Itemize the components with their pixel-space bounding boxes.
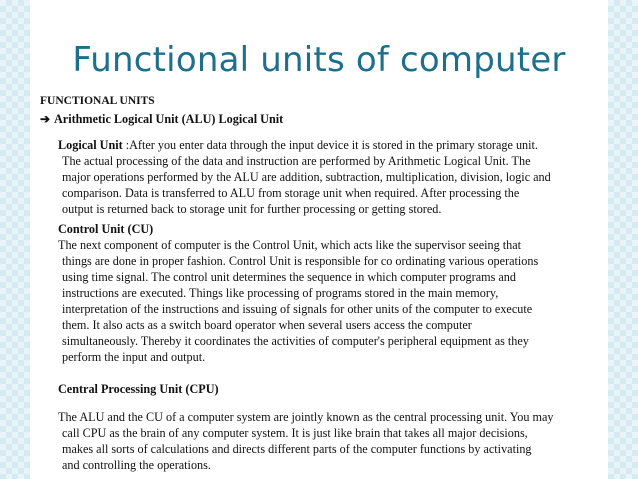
control-unit-first-line: The next component of computer is the Control Unit, which acts like the supervisor seeing that [58,238,522,252]
spacer [40,397,606,409]
cpu-heading: Central Processing Unit (CPU) [58,382,219,396]
cpu-section [40,381,606,473]
alu-line [40,111,606,127]
cpu-line: call CPU as the brain of any computer system. It is just like brain that takes all major decisions, [62,426,528,440]
control-unit-heading: Control Unit (CU) [58,222,154,236]
control-unit-line: things are done in proper fashion. Control Unit is responsible for co ordinating various operations [62,254,539,268]
control-unit-paragraph [58,237,606,365]
logical-unit-line: major operations performed by the ALU are addition, subtraction, multiplication, division, logic and [62,170,551,184]
logical-unit-paragraph [58,137,606,217]
control-unit-line: instructions are executed. Things like processing of programs stored in the main memory, [62,286,499,300]
logical-unit-label: Logical Unit [58,138,123,152]
slide-body [40,93,606,477]
cpu-paragraph [58,409,606,473]
control-unit-line: simultaneously. Thereby it coordinates the activities of computer's peripheral equipment as they [62,334,529,348]
right-border-pattern [608,0,638,479]
slide-content [30,0,608,479]
cpu-line: and controlling the operations. [62,458,211,472]
spacer [40,369,606,381]
logical-unit-line: output is returned back to storage unit for further processing or getting stored. [62,202,442,216]
alu-line-text: Arithmetic Logical Unit (ALU) Logical Unit [54,112,284,126]
logical-unit-first-line: :After you enter data through the input device it is stored in the primary storage unit. [122,138,538,152]
control-unit-line: them. It also acts as a switch board operator when several users access the computer [62,318,472,332]
left-border-pattern [0,0,30,479]
control-unit-section [40,221,606,365]
logical-unit-section [40,137,606,217]
slide-title: Functional units of computer [72,40,566,80]
arrow-icon: ➔ [40,112,51,126]
control-unit-line: using time signal. The control unit determines the sequence in which computer programs and [62,270,516,284]
logical-unit-line: The actual processing of the data and instruction are performed by Arithmetic Logical Unit. The [62,154,531,168]
functional-units-heading: FUNCTIONAL UNITS [40,95,155,107]
control-unit-line: interpretation of the instructions and issuing of signals for other units of the computer to execute [62,302,533,316]
cpu-first-line: The ALU and the CU of a computer system are jointly known as the central processing unit. You may [58,410,554,424]
control-unit-line: perform the input and output. [62,350,206,364]
cpu-line: makes all sorts of calculations and directs different parts of the computer functions by activating [62,442,532,456]
logical-unit-line: comparison. Data is transferred to ALU from storage unit when required. After processing the [62,186,520,200]
